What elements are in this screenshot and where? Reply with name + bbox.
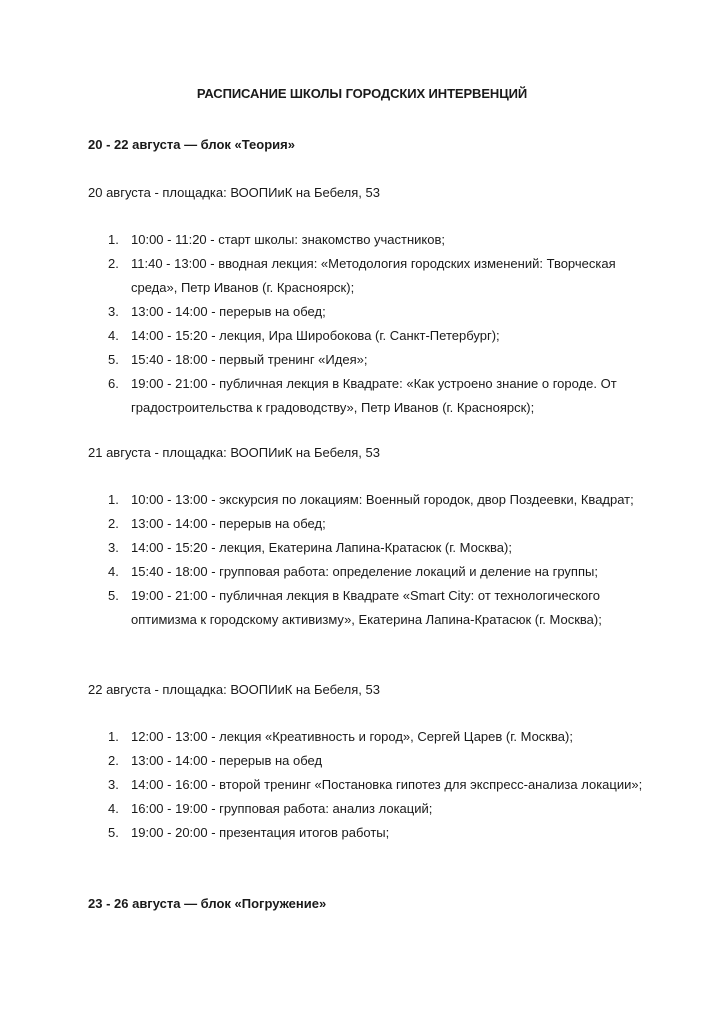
item-text: 12:00 - 13:00 - лекция «Креативность и город», Сергей Царев (г. Москва); (131, 729, 573, 744)
block-heading-immersion: 23 - 26 августа — блок «Погружение» (88, 896, 327, 911)
item-text: 13:00 - 14:00 - перерыв на обед; (131, 516, 326, 531)
item-text: 19:00 - 21:00 - публичная лекция в Квадрате «Smart City: от технологического оптимизма к городскому активизму», Екатерина Лапина-Кратасюк (г. Москва); (131, 588, 602, 627)
list-item (88, 324, 648, 348)
list-item (88, 372, 648, 420)
list-item (88, 536, 648, 560)
item-number: 3. (108, 777, 119, 792)
item-number: 5. (108, 825, 119, 840)
document-title: РАСПИСАНИЕ ШКОЛЫ ГОРОДСКИХ ИНТЕРВЕНЦИЙ (196, 86, 528, 101)
item-text: 10:00 - 13:00 - экскурсия по локациям: Военный городок, двор Поздеевки, Квадрат; (131, 492, 634, 507)
list-item (88, 773, 648, 797)
day-heading-aug-22: 22 августа - площадка: ВООПИиК на Бебеля, 53 (88, 682, 380, 697)
item-number: 5. (108, 352, 119, 367)
item-number: 1. (108, 729, 119, 744)
list-item (88, 512, 648, 536)
item-text: 11:40 - 13:00 - вводная лекция: «Методология городских изменений: Творческая среда», Петр Иванов (г. Красноярск); (131, 256, 616, 295)
schedule-list-aug-20 (88, 228, 648, 420)
list-item (88, 797, 648, 821)
item-text: 14:00 - 15:20 - лекция, Ира Широбокова (г. Санкт-Петербург); (131, 328, 500, 343)
list-item (88, 584, 648, 632)
item-number: 3. (108, 304, 119, 319)
item-text: 19:00 - 20:00 - презентация итогов работы; (131, 825, 390, 840)
item-text: 15:40 - 18:00 - первый тренинг «Идея»; (131, 352, 368, 367)
item-number: 6. (108, 376, 119, 391)
list-item (88, 821, 648, 845)
list-item (88, 300, 648, 324)
item-text: 19:00 - 21:00 - публичная лекция в Квадрате: «Как устроено знание о городе. От градостроительства к градоводству», Петр Иванов (г. Красноярск); (131, 376, 617, 415)
item-number: 5. (108, 588, 119, 603)
item-number: 4. (108, 328, 119, 343)
schedule-list-aug-21 (88, 488, 648, 632)
list-item (88, 348, 648, 372)
item-text: 15:40 - 18:00 - групповая работа: определение локаций и деление на группы; (131, 564, 598, 579)
list-item (88, 560, 648, 584)
item-number: 1. (108, 232, 119, 247)
item-number: 2. (108, 256, 119, 271)
item-text: 14:00 - 16:00 - второй тренинг «Постановка гипотез для экспресс-анализа локации»; (131, 777, 643, 792)
item-number: 4. (108, 801, 119, 816)
item-text: 10:00 - 11:20 - старт школы: знакомство участников; (131, 232, 446, 247)
item-number: 3. (108, 540, 119, 555)
list-item (88, 488, 648, 512)
list-item (88, 252, 648, 300)
item-text: 14:00 - 15:20 - лекция, Екатерина Лапина-Кратасюк (г. Москва); (131, 540, 512, 555)
day-heading-aug-21: 21 августа - площадка: ВООПИиК на Бебеля, 53 (88, 445, 380, 460)
list-item (88, 725, 648, 749)
item-text: 16:00 - 19:00 - групповая работа: анализ локаций; (131, 801, 433, 816)
item-number: 4. (108, 564, 119, 579)
item-text: 13:00 - 14:00 - перерыв на обед; (131, 304, 326, 319)
block-heading-theory: 20 - 22 августа — блок «Теория» (88, 137, 295, 152)
item-text: 13:00 - 14:00 - перерыв на обед (131, 753, 323, 768)
item-number: 2. (108, 516, 119, 531)
day-heading-aug-20: 20 августа - площадка: ВООПИиК на Бебеля, 53 (88, 185, 380, 200)
item-number: 1. (108, 492, 119, 507)
schedule-list-aug-22 (88, 725, 648, 845)
list-item (88, 749, 648, 773)
list-item (88, 228, 648, 252)
item-number: 2. (108, 753, 119, 768)
